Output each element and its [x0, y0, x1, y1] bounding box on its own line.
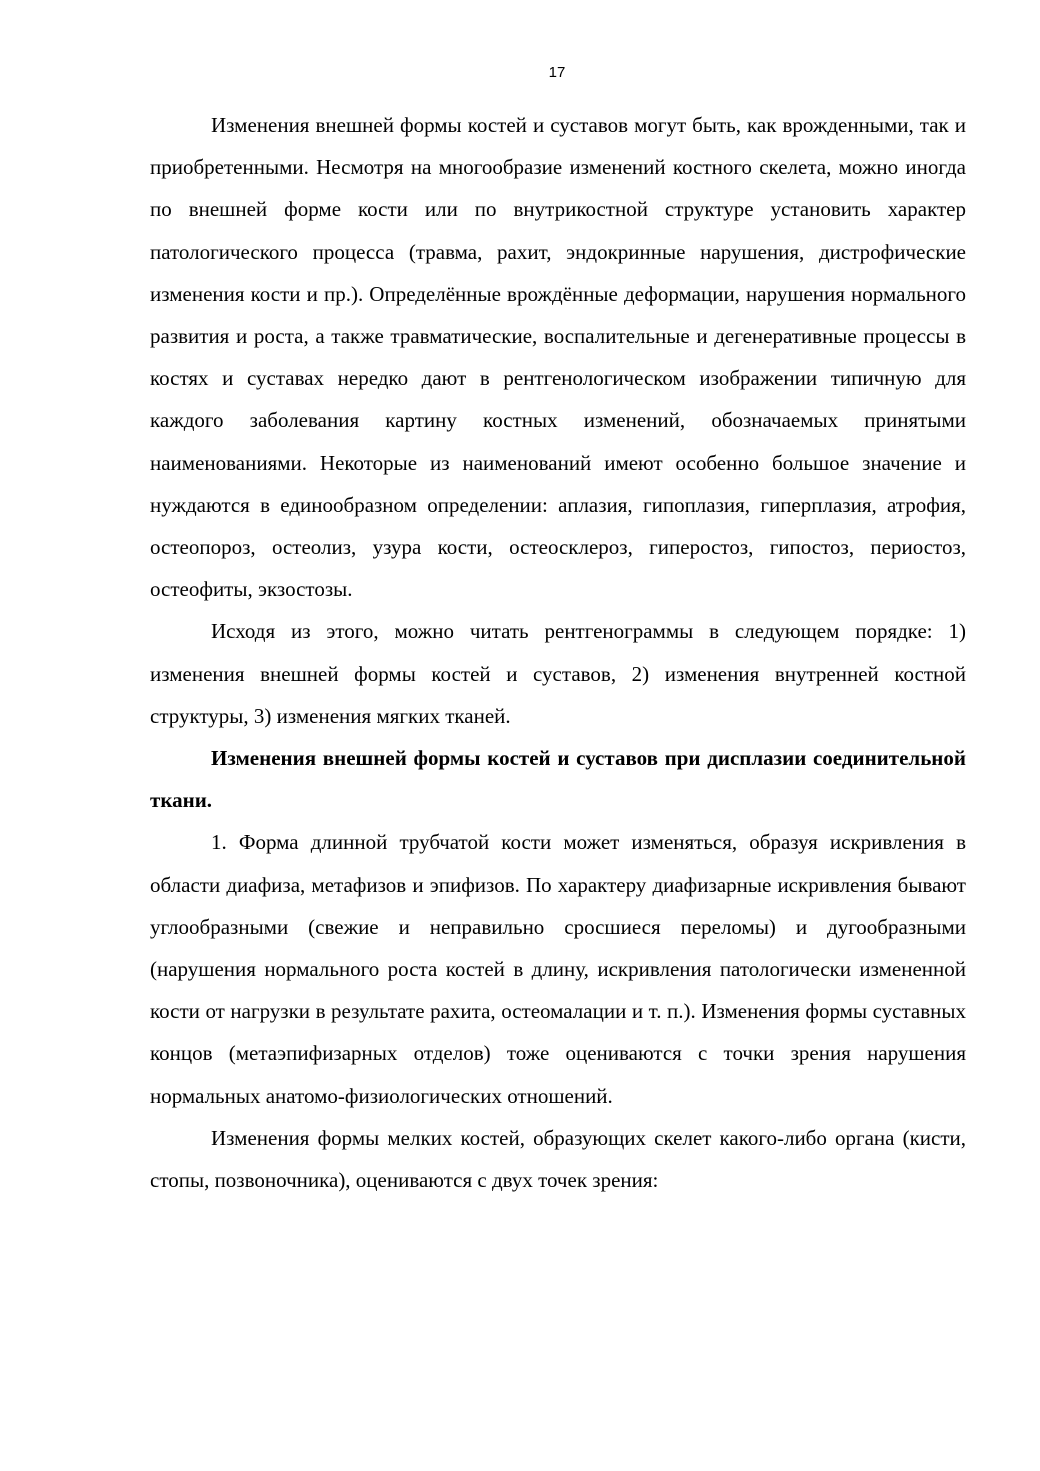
paragraph-reading-order: Исходя из этого, можно читать рентгенограммы в следующем порядке: 1) изменения внешней формы костей и суставов, 2) изменения внутренней костной структуры, 3) изменения мягких тканей. [150, 619, 966, 728]
paragraph-bone-shape-changes: Изменения внешней формы костей и суставов могут быть, как врожденными, так и приобретенными. Несмотря на многообразие изменений костного скелета, можно иногда по внешней форме кости или по внутрикостной структуре установить характер патологического процесса (травма, рахит, эндокринные нарушения, дистрофические изменения кости и пр.). Определённые врождённые деформации, нарушения нормального развития и роста, а также травматические, воспалительные и дегенеративные процессы в костях и суставах нередко дают в рентгенологическом изображении типичную для каждого заболевания картину костных изменений, обозначаемых принятыми наименованиями. Некоторые из наименований имеют особенно большое значение и нуждаются в единообразном определении: аплазия, гипоплазия, гиперплазия, атрофия, остеопороз, остеолиз, узура кости, остеосклероз, гиперостоз, гипостоз, периостоз, остеофиты, экзостозы. [150, 113, 966, 602]
document-body [150, 104, 966, 1201]
paragraph-long-bone-shape: 1. Форма длинной трубчатой кости может изменяться, образуя искривления в области диафиза, метафизов и эпифизов. По характеру диафизарные искривления бывают углообразными (свежие и неправильно сросшиеся переломы) и дугообразными (нарушения нормального роста костей в длину, искривления патологически измененной кости от нагрузки в результате рахита, остеомалации и т. п.). Изменения формы суставных концов (метаэпифизарных отделов) тоже оцениваются с точки зрения нарушения нормальных анатомо-физиологических отношений. [150, 830, 966, 1108]
paragraph-small-bones: Изменения формы мелких костей, образующих скелет какого-либо органа (кисти, стопы, позвоночника), оцениваются с двух точек зрения: [150, 1125, 966, 1193]
page-number: 17 [548, 64, 566, 81]
section-heading: Изменения внешней формы костей и суставов при дисплазии соединительной ткани. [150, 746, 966, 813]
